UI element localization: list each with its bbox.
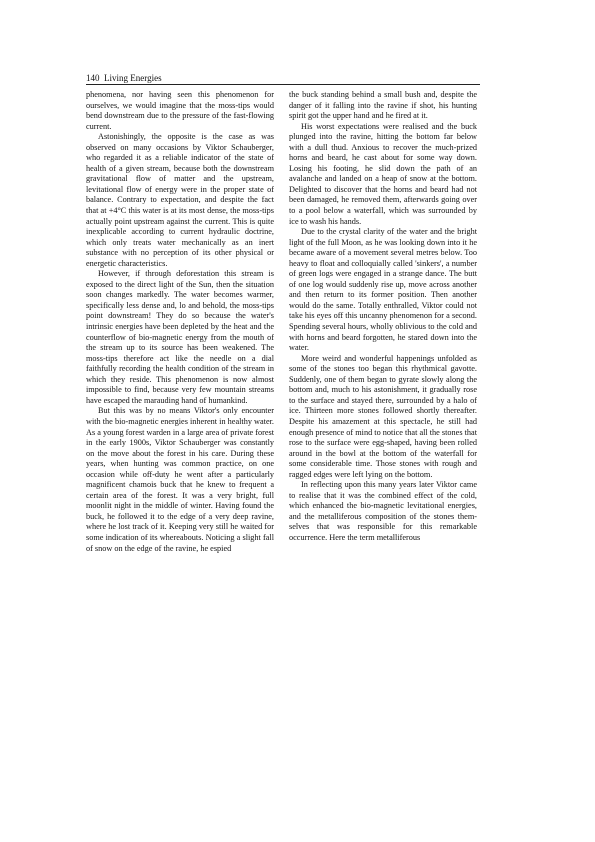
page-number: 140: [86, 73, 100, 83]
paragraph: However, if through deforestation this stream is exposed to the direct light of the Sun, then the situation soon changes markedly. The water becomes warmer, specifically less dense and, lo and behold, the moss-tips point downstream! They do so because the water's intrinsic energies have been depleted by the heat and the counterflow of bio-magnetic energy from the mouth of the stream up to its source has been weakened. The moss-tips therefore act like the needle on a dial faithfully recording the health condition of the stream in which they reside. This phenomenon is now almost impossible to find, because very few mountain streams have escaped the marauding hand of humankind.: [86, 269, 274, 405]
paragraph: the buck standing behind a small bush and, despite the danger of it falling into the ravine if shot, his hunting spirit got the upper hand and he fired at it.: [289, 90, 477, 121]
running-head: [86, 73, 480, 85]
running-title: Living Energies: [104, 73, 162, 83]
paragraph: In reflecting upon this many years later Viktor came to realise that it was the combined effect of the cold, which enhanced the bio-magnetic levitational energies, and the metalliferous composition of the stones themselves that was responsible for this remarkable occurrence. Here the term metalliferous: [289, 480, 477, 542]
paragraph: Due to the crystal clarity of the water and the bright light of the full Moon, as he was looking down into it he became aware of a movement several metres below. Too heavy to float and colloquially called 'sinkers', a number of green logs were engaged in a strange dance. The butt of one log would suddenly rise up, move across another and then return to its former position. Then another would do the same. Totally enthralled, Viktor could not take his eyes off this uncanny phenomenon for a second. Spending several hours, wholly oblivious to the cold and with horns and beard forgotten, he stared down into the water.: [289, 227, 477, 353]
paragraph: More weird and wonderful happenings unfolded as some of the stones too began this rhythmical gavotte. Suddenly, one of them began to gyrate slowly along the bottom and, much to his astonishment, it gradually rose to the surface and stayed there, surrounded by a halo of ice. Thirteen more stones followed shortly thereafter. Despite his amazement at this spectacle, he still had enough presence of mind to notice that all the stones that rose to the surface were egg-shaped, having been rolled around in the bowl at the bottom of the waterfall for some considerable time. Those stones with rough and ragged edges were left lying on the bottom.: [289, 353, 477, 479]
paragraph: But this was by no means Viktor's only encounter with the bio-magnetic energies inherent in healthy water. As a young forest warden in a large area of private forest in the early 1900s, Viktor Schauberger was constantly on the move about the forest in his care. During these years, when hunting was common practice, on one occasion while off-duty he went after a particularly magnificent chamois buck that he knew to frequent a certain area of the forest. It was a very bright, full moonlit night in the middle of winter. Having found the buck, he followed it to the edge of a very deep ravine, where he lost track of it. Keeping very still he waited for some indication of its whereabouts. Noticing a slight fall of snow on the edge of the ravine, he espied: [86, 406, 274, 553]
right-column: [289, 90, 477, 544]
paragraph: Astonishingly, the opposite is the case as was observed on many occasions by Viktor Schauberger, who regarded it as a reliable indicator of the state of health of a given stream, because both the downstream gravitational flow of matter and the upstream, levitational flow of energy were in the proper state of balance. Contrary to expectation, and despite the fact that at +4°C this water is at its most dense, the moss-tips actually point upstream against the current. This is quite inexplicable according to current hydraulic doctrine, which only treats water mechanically as an inert substance with no perception of its other physical or energetic characteristics.: [86, 132, 274, 268]
left-column: [86, 90, 274, 554]
paragraph: His worst expectations were realised and the buck plunged into the ravine, hitting the bottom far below with a dull thud. Anxious to recover the much-prized horns and beard, he cast about for some way down. Losing his footing, he slid down the path of an avalanche and landed on a heap of snow at the bottom. Delighted to discover that the horns and beard had not been damaged, he removed them, afterwards going over to a pool below a waterfall, which was surrounded by ice to wash his hands.: [289, 121, 477, 226]
paragraph: phenomena, nor having seen this phenomenon for ourselves, we would imagine that the moss-tips would bend downstream due to the pressure of the fast-flowing current.: [86, 90, 274, 131]
